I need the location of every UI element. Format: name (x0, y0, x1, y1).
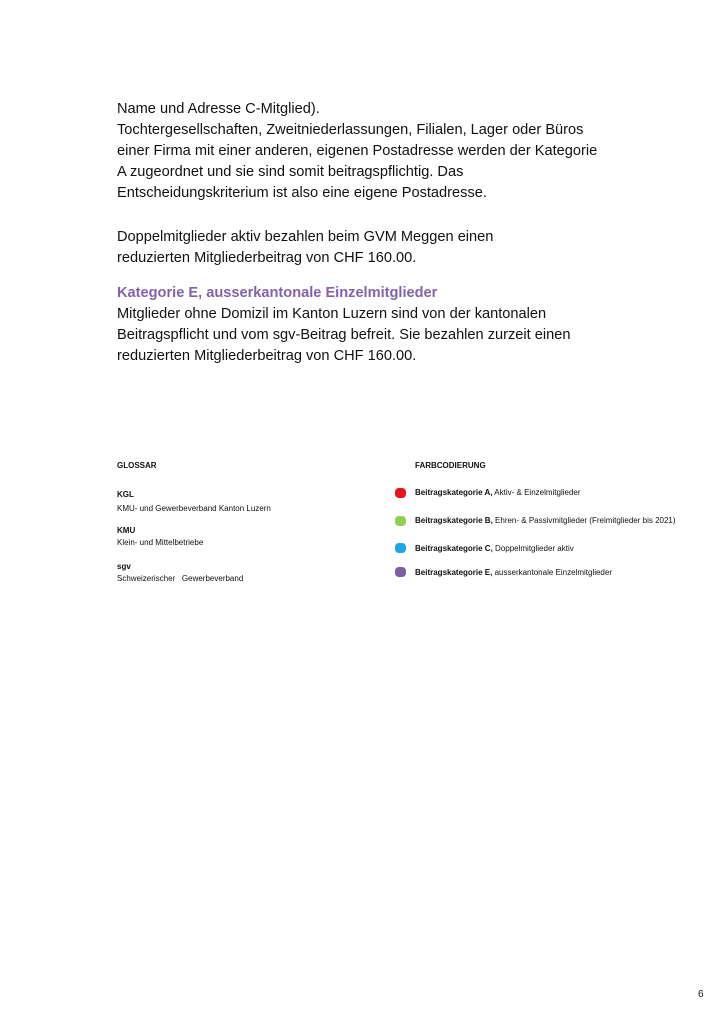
section-category-e (117, 283, 677, 367)
glossary-title: GLOSSAR (117, 461, 157, 470)
legend-description: ausserkantonale Einzelmitglieder (492, 568, 612, 577)
text-line: Mitglieder ohne Domizil im Kanton Luzern sind von der kantonalen (117, 306, 547, 322)
legend-description: Doppelmitglieder aktiv (492, 544, 574, 553)
text-line: reduzierten Mitgliederbeitrag von CHF 160.00. (117, 250, 417, 266)
page-number: 6 (698, 989, 704, 1000)
category-c-color-swatch (395, 543, 406, 553)
glossary-definition: Klein- und Mittelbetriebe (117, 538, 204, 547)
color-coding-title: FARBCODIERUNG (415, 461, 486, 470)
legend-label: Beitragskategorie E, (415, 568, 493, 577)
text-line: Tochtergesellschaften, Zweitniederlassungen, Filialen, Lager oder Büros (117, 122, 584, 138)
legend-label: Beitragskategorie B, (415, 516, 493, 525)
legend-item-category-b (415, 516, 676, 526)
text-line: Doppelmitglieder aktiv bezahlen beim GVM Meggen einen (117, 229, 494, 245)
glossary-term: KGL (117, 490, 134, 499)
legend-item-category-a (415, 488, 581, 498)
glossary-term: KMU (117, 526, 136, 535)
text-line: Entscheidungskriterium ist also eine eigene Postadresse. (117, 185, 487, 201)
text-line: Name und Adresse C-Mitglied). (117, 101, 320, 117)
paragraph-category-a-continuation (117, 99, 677, 204)
paragraph-double-members (117, 227, 677, 269)
legend-description: Aktiv- & Einzelmitglieder (492, 488, 581, 497)
glossary-definition: Schweizerischer Gewerbeverband (117, 574, 244, 583)
category-e-color-swatch (395, 567, 406, 577)
legend-item-category-c (415, 544, 574, 554)
text-line: reduzierten Mitgliederbeitrag von CHF 160.00. (117, 348, 417, 364)
legend-label: Beitragskategorie C, (415, 544, 493, 553)
legend-description: Ehren- & Passivmitglieder (Freimitglieder bis 2021) (492, 516, 676, 525)
category-b-color-swatch (395, 516, 406, 526)
text-line: A zugeordnet und sie sind somit beitragspflichtig. Das (117, 164, 464, 180)
text-line: Beitragspflicht und vom sgv-Beitrag befreit. Sie bezahlen zurzeit einen (117, 327, 571, 343)
section-heading: Kategorie E, ausserkantonale Einzelmitglieder (117, 285, 438, 301)
text-line: einer Firma mit einer anderen, eigenen Postadresse werden der Kategorie (117, 143, 598, 159)
glossary-definition: KMU- und Gewerbeverband Kanton Luzern (117, 504, 271, 513)
legend-label: Beitragskategorie A, (415, 488, 493, 497)
category-a-color-swatch (395, 488, 406, 498)
glossary-term: sgv (117, 562, 131, 571)
legend-item-category-e (415, 568, 612, 578)
